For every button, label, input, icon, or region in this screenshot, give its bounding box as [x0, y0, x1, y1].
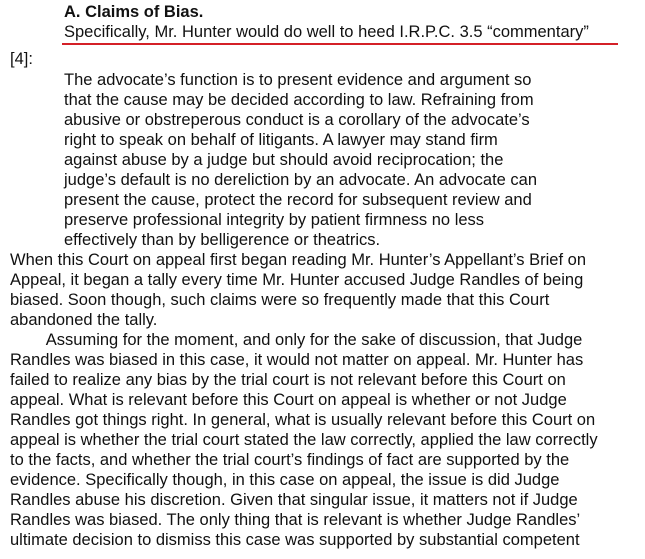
quote-line: present the cause, protect the record for subsequent review and [64, 191, 532, 209]
quote-line: that the cause may be decided according to law. Refraining from [64, 91, 534, 109]
paragraph-number: [4]: [10, 50, 33, 68]
body-line: to the facts, and whether the trial court’s findings of fact are supported by the [10, 451, 570, 469]
body-line: appeal is whether the trial court stated the law correctly, applied the law correctly [10, 431, 598, 449]
red-underline [62, 43, 618, 45]
body-line: Assuming for the moment, and only for the sake of discussion, that Judge [10, 331, 583, 349]
quote-line: effectively than by belligerence or theatrics. [64, 231, 381, 249]
body-line: biased. Soon though, such claims were so frequently made that this Court [10, 291, 550, 309]
body-line: appeal. What is relevant before this Court on appeal is whether or not Judge [10, 391, 567, 409]
body-line: Randles was biased in this case, it would not matter on appeal. Mr. Hunter has [10, 351, 584, 369]
body-line: Randles got things right. In general, what is usually relevant before this Court on [10, 411, 596, 429]
body-line: ultimate decision to dismiss this case was supported by substantial competent [10, 531, 580, 549]
body-line: Randles abuse his discretion. Given that singular issue, it matters not if Judge [10, 491, 578, 509]
quote-line: judge’s default is no dereliction by an advocate. An advocate can [64, 171, 538, 189]
body-line: Appeal, it began a tally every time Mr. Hunter accused Judge Randles of being [10, 271, 584, 289]
body-line: When this Court on appeal first began reading Mr. Hunter’s Appellant’s Brief on [10, 251, 587, 269]
quote-line: against abuse by a judge but should avoid reciprocation; the [64, 151, 504, 169]
quote-line: The advocate’s function is to present evidence and argument so [64, 71, 532, 89]
section-subheading: Specifically, Mr. Hunter would do well to heed I.R.P.C. 3.5 “commentary” [64, 23, 589, 41]
quote-line: right to speak on behalf of litigants. A lawyer may stand firm [64, 131, 498, 149]
body-line: evidence. Specifically though, in this case on appeal, the issue is did Judge [10, 471, 560, 489]
body-line: Randles was biased. The only thing that is relevant is whether Judge Randles’ [10, 511, 581, 529]
quote-line: abusive or obstreperous conduct is a corollary of the advocate’s [64, 111, 530, 129]
section-heading: A. Claims of Bias. [64, 3, 204, 21]
quote-line: preserve professional integrity by patient firmness no less [64, 211, 485, 229]
body-line: failed to realize any bias by the trial court is not relevant before this Court on [10, 371, 566, 389]
body-line: abandoned the tally. [10, 311, 158, 329]
